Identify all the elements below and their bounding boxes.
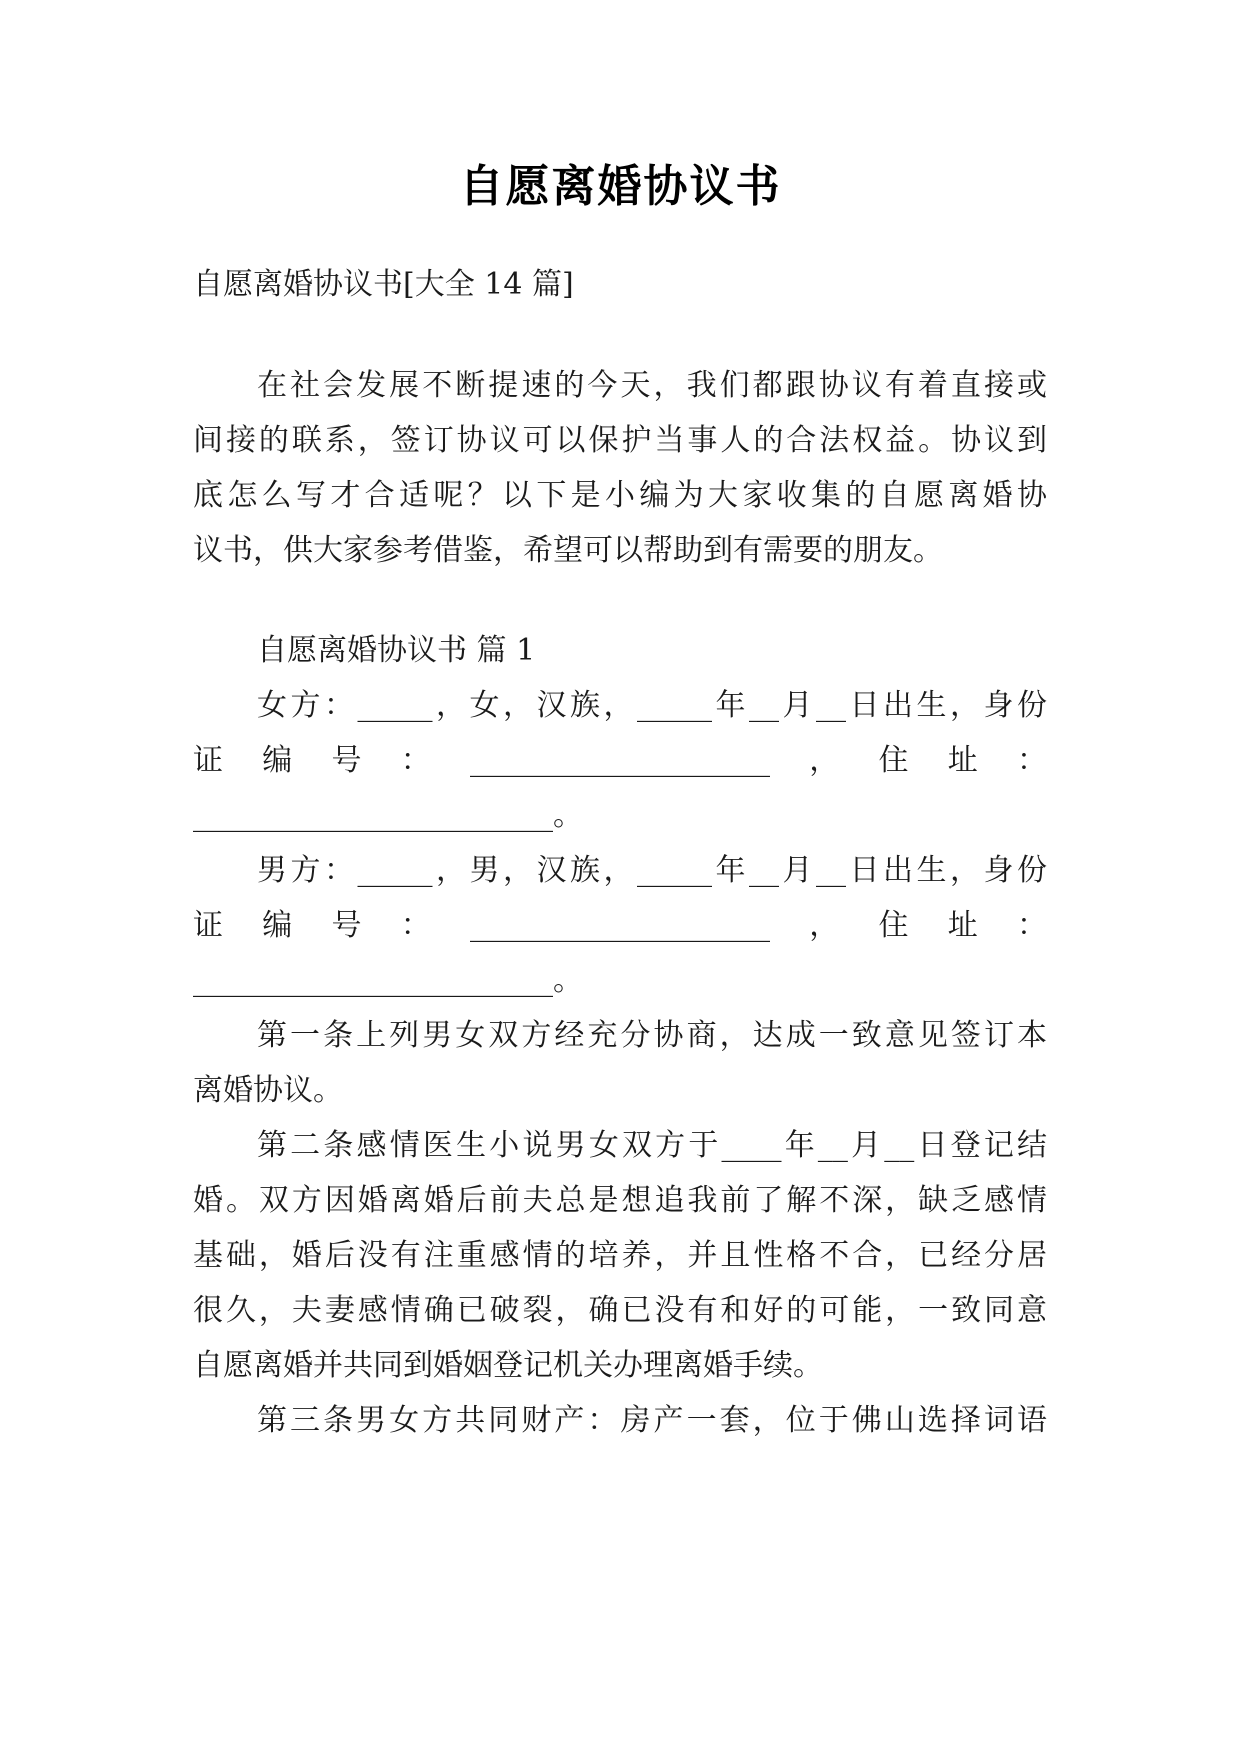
male-party-line: ________________________。 (193, 963, 583, 998)
intro-line: 间接的联系，签订协议可以保护当事人的合法权益。协议到 (193, 423, 1047, 458)
female-party-line: ________________________。 (193, 798, 583, 833)
intro-line: 底怎么写才合适呢？以下是小编为大家收集的自愿离婚协 (193, 478, 1047, 513)
document-subtitle: 自愿离婚协议书[大全 14 篇] (193, 267, 574, 302)
intro-line: 议书，供大家参考借鉴，希望可以帮助到有需要的朋友。 (193, 533, 943, 568)
male-party-line: 男方：_____，男，汉族，_____年__月__日出生，身份 (257, 853, 1047, 888)
article-2-line: 婚。双方因婚离婚后前夫总是想追我前了解不深，缺乏感情 (193, 1183, 1047, 1218)
article-1-line: 第一条上列男女双方经充分协商，达成一致意见签订本 (257, 1018, 1047, 1053)
female-party-line: 女方：_____，女，汉族，_____年__月__日出生，身份 (257, 688, 1047, 723)
female-party-line: 证编号：____________________，住址： (193, 743, 1047, 778)
male-party-line: 证编号：____________________，住址： (193, 908, 1047, 943)
article-2-line: 基础，婚后没有注重感情的培养，并且性格不合，已经分居 (193, 1238, 1047, 1273)
intro-line: 在社会发展不断提速的今天，我们都跟协议有着直接或 (257, 368, 1047, 403)
document-title: 自愿离婚协议书 (459, 161, 782, 212)
article-1-line: 离婚协议。 (193, 1073, 343, 1108)
article-2-line: 很久，夫妻感情确已破裂，确已没有和好的可能，一致同意 (193, 1293, 1047, 1328)
article-3-line: 第三条男女方共同财产：房产一套，位于佛山选择词语 (257, 1403, 1047, 1438)
article-2-line: 自愿离婚并共同到婚姻登记机关办理离婚手续。 (193, 1348, 823, 1383)
article-2-line: 第二条感情医生小说男女双方于____年__月__日登记结 (257, 1128, 1047, 1163)
section-heading: 自愿离婚协议书 篇 1 (257, 633, 536, 668)
